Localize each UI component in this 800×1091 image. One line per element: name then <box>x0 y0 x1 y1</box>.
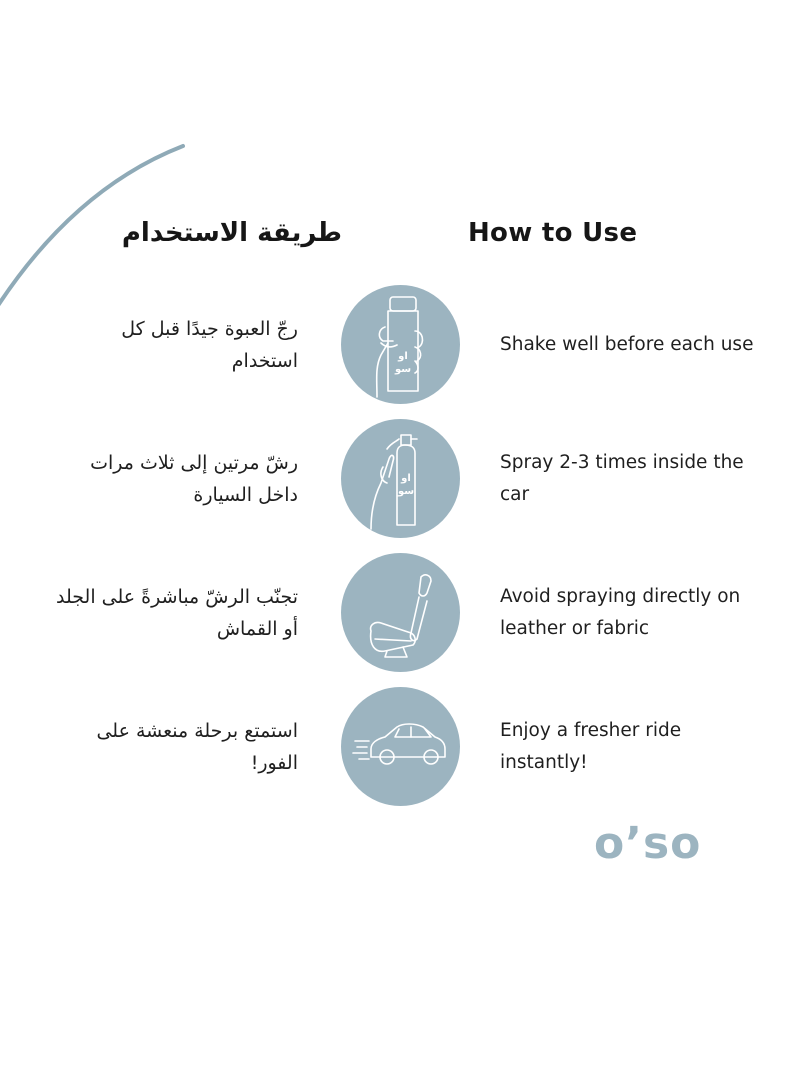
spraying-hand-icon <box>341 419 460 538</box>
step-english-text: Enjoy a fresher ride instantly! <box>500 720 682 773</box>
car-seat-icon <box>341 553 460 672</box>
step-arabic-text: رجّ العبوة جيدًا قبل كل استخدام <box>121 318 298 372</box>
heading-arabic: طريقة الاستخدام <box>121 218 342 248</box>
step-shake <box>0 285 800 405</box>
step-avoid <box>0 553 800 673</box>
bottle-label-line2: سو <box>394 364 412 375</box>
moving-car-icon <box>341 687 460 806</box>
step-english-text: Spray 2-3 times inside the car <box>500 452 744 505</box>
step-english-text: Avoid spraying directly on leather or fabric <box>500 586 741 639</box>
step-arabic-text: تجنّب الرشّ مباشرةً على الجلد أو القماش <box>56 586 298 640</box>
step-spray <box>0 419 800 539</box>
spray-bottle-in-hand-icon <box>341 285 460 404</box>
step-english-text: Shake well before each use <box>500 334 754 355</box>
bottle-label-line1: او <box>398 351 408 362</box>
brand-logo: o’so <box>594 818 702 869</box>
step-enjoy <box>0 687 800 807</box>
heading-english: How to Use <box>468 218 638 248</box>
step-arabic-text: استمتع برحلة منعشة على الفور! <box>96 720 298 774</box>
bottle-label-line1: او <box>401 473 411 484</box>
step-arabic-text: رشّ مرتين إلى ثلاث مرات داخل السيارة <box>90 452 298 506</box>
bottle-label-line2: سو <box>397 486 415 497</box>
